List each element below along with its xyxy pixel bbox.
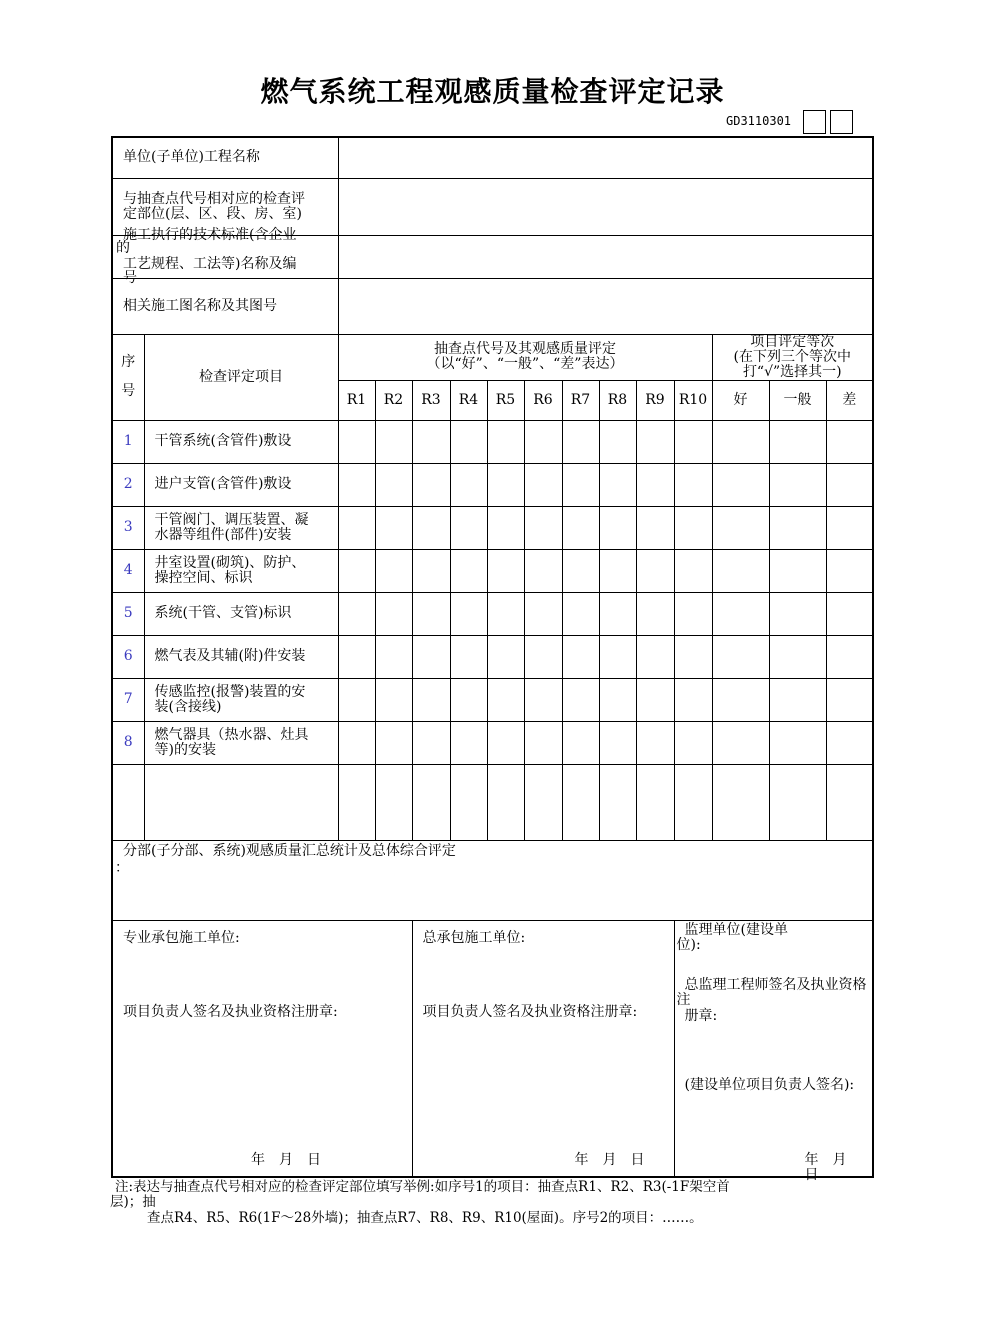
grade-cell-3[interactable] bbox=[826, 506, 873, 549]
rating-cell-r7[interactable] bbox=[562, 635, 599, 678]
table-row bbox=[112, 592, 873, 635]
grade-cell-1[interactable] bbox=[712, 721, 769, 764]
grade-cell-3[interactable] bbox=[826, 420, 873, 463]
point-header-7: R7 bbox=[562, 380, 599, 420]
grade-cell-2[interactable] bbox=[769, 721, 826, 764]
point-header-8: R8 bbox=[599, 380, 636, 420]
general-contractor-block[interactable] bbox=[412, 920, 674, 1177]
rating-cell-r9[interactable] bbox=[636, 549, 674, 592]
supervisor-sign-line2: 注 bbox=[676, 991, 691, 1008]
blank-r3[interactable] bbox=[412, 764, 450, 840]
rating-cell-r10[interactable] bbox=[674, 506, 712, 549]
blank-poor[interactable] bbox=[826, 764, 873, 840]
code-box-2[interactable] bbox=[830, 110, 853, 134]
rating-cell-r1[interactable] bbox=[338, 420, 375, 463]
summary-label: 分部(子分部、系统)观感质量汇总统计及总体综合评定 bbox=[123, 842, 456, 859]
spot-check-header: 抽查点代号及其观感质量评定 （以“好”、“一般”、“差”表达） bbox=[338, 334, 712, 380]
grade-cell-3[interactable] bbox=[826, 721, 873, 764]
item-number: 6 bbox=[112, 635, 144, 678]
rating-cell-r10[interactable] bbox=[674, 592, 712, 635]
footnote: 注:表达与抽查点代号相对应的检查评定部位填写举例:如序号1的项目：抽查点R1、R2、R3(-1F架空首 层)；抽 查点R4、R5、R6(1F～28外墙)；抽查点R7、R8、R9、R10(屋面)。序号2的项目：……。 bbox=[110, 1179, 730, 1226]
blank-r1[interactable] bbox=[338, 764, 375, 840]
sub-contractor-block[interactable] bbox=[112, 920, 412, 1177]
rating-cell-r4[interactable] bbox=[450, 463, 487, 506]
supervisor-label: 监理单位(建设单 位): bbox=[676, 921, 788, 953]
general-date: 年 月 日 bbox=[574, 1151, 645, 1168]
supervisor-sign-line3: 册章: bbox=[684, 1007, 718, 1024]
grade-cell-1[interactable] bbox=[712, 549, 769, 592]
grade-cell-1[interactable] bbox=[712, 420, 769, 463]
rating-cell-r3[interactable] bbox=[412, 463, 450, 506]
item-label: 燃气表及其辅(附)件安装 bbox=[144, 635, 338, 678]
sub-date: 年 月 日 bbox=[251, 1151, 321, 1168]
rating-cell-r8[interactable] bbox=[599, 506, 636, 549]
table-row bbox=[112, 420, 873, 463]
form-code: GD3110301 bbox=[726, 114, 792, 128]
rating-cell-r10[interactable] bbox=[674, 721, 712, 764]
grade-header-2: 一般 bbox=[769, 380, 826, 420]
table-row bbox=[112, 463, 873, 506]
item-number: 2 bbox=[112, 463, 144, 506]
owner-sign-label: (建设单位项目负责人签名): bbox=[684, 1076, 855, 1093]
point-header-2: R2 bbox=[375, 380, 412, 420]
check-location-label: 与抽查点代号相对应的检查评 定部位(层、区、段、房、室) bbox=[112, 178, 338, 235]
rating-cell-r7[interactable] bbox=[562, 592, 599, 635]
supervisor-sign-line1: 总监理工程师签名及执业资格 bbox=[684, 976, 867, 993]
rating-cell-r6[interactable] bbox=[524, 506, 562, 549]
rating-cell-r1[interactable] bbox=[338, 678, 375, 721]
rating-cell-r3[interactable] bbox=[412, 592, 450, 635]
point-header-6: R6 bbox=[524, 380, 562, 420]
grade-cell-2[interactable] bbox=[769, 678, 826, 721]
grade-cell-2[interactable] bbox=[769, 549, 826, 592]
rating-cell-r10[interactable] bbox=[674, 549, 712, 592]
rating-cell-r5[interactable] bbox=[487, 549, 524, 592]
rating-cell-r7[interactable] bbox=[562, 549, 599, 592]
item-number: 8 bbox=[112, 721, 144, 764]
rating-cell-r8[interactable] bbox=[599, 635, 636, 678]
rating-cell-r4[interactable] bbox=[450, 420, 487, 463]
project-name-label: 单位(子单位)工程名称 bbox=[112, 137, 338, 178]
summary-cell[interactable] bbox=[112, 840, 873, 920]
item-number: 3 bbox=[112, 506, 144, 549]
inspection-table bbox=[111, 136, 874, 1183]
standard-label: 施工执行的技术标准(含企业 的 工艺规程、工法等)名称及编 号 bbox=[112, 235, 338, 278]
rating-cell-r9[interactable] bbox=[636, 506, 674, 549]
grade-cell-2[interactable] bbox=[769, 592, 826, 635]
rating-cell-r1[interactable] bbox=[338, 721, 375, 764]
blank-r9[interactable] bbox=[636, 764, 674, 840]
grade-cell-1[interactable] bbox=[712, 635, 769, 678]
rating-cell-r9[interactable] bbox=[636, 635, 674, 678]
rating-cell-r5[interactable] bbox=[487, 463, 524, 506]
item-label: 系统(干管、支管)标识 bbox=[144, 592, 338, 635]
rating-cell-r5[interactable] bbox=[487, 592, 524, 635]
rating-cell-r3[interactable] bbox=[412, 420, 450, 463]
rating-cell-r6[interactable] bbox=[524, 678, 562, 721]
grade-cell-3[interactable] bbox=[826, 678, 873, 721]
grade-header-3: 差 bbox=[826, 380, 873, 420]
rating-cell-r10[interactable] bbox=[674, 420, 712, 463]
project-name-field[interactable] bbox=[338, 137, 873, 178]
drawings-label: 相关施工图名称及其图号 bbox=[112, 278, 338, 334]
rating-cell-r5[interactable] bbox=[487, 678, 524, 721]
rating-cell-r8[interactable] bbox=[599, 463, 636, 506]
code-box-1[interactable] bbox=[803, 110, 826, 134]
grade-cell-2[interactable] bbox=[769, 635, 826, 678]
grade-cell-3[interactable] bbox=[826, 463, 873, 506]
grade-cell-1[interactable] bbox=[712, 506, 769, 549]
rating-cell-r2[interactable] bbox=[375, 549, 412, 592]
rating-cell-r4[interactable] bbox=[450, 592, 487, 635]
rating-cell-r8[interactable] bbox=[599, 420, 636, 463]
point-header-10: R10 bbox=[674, 380, 712, 420]
rating-cell-r9[interactable] bbox=[636, 463, 674, 506]
blank-r8[interactable] bbox=[599, 764, 636, 840]
rating-cell-r2[interactable] bbox=[375, 592, 412, 635]
point-header-5: R5 bbox=[487, 380, 524, 420]
rating-cell-r9[interactable] bbox=[636, 678, 674, 721]
blank-r4[interactable] bbox=[450, 764, 487, 840]
item-number: 4 bbox=[112, 549, 144, 592]
grade-cell-2[interactable] bbox=[769, 420, 826, 463]
rating-cell-r1[interactable] bbox=[338, 463, 375, 506]
rating-cell-r2[interactable] bbox=[375, 721, 412, 764]
page-title: 燃气系统工程观感质量检查评定记录 bbox=[260, 75, 725, 108]
item-number: 7 bbox=[112, 678, 144, 721]
rating-cell-r4[interactable] bbox=[450, 549, 487, 592]
grade-cell-1[interactable] bbox=[712, 592, 769, 635]
blank-item-cell[interactable] bbox=[144, 764, 338, 840]
rating-cell-r3[interactable] bbox=[412, 721, 450, 764]
supervisor-date: 年 月 日 bbox=[804, 1151, 861, 1183]
item-label: 燃气器具（热水器、灶具 等)的安装 bbox=[144, 721, 338, 764]
sub-contractor-label: 专业承包施工单位: bbox=[123, 929, 240, 946]
rating-cell-r5[interactable] bbox=[487, 420, 524, 463]
rating-cell-r3[interactable] bbox=[412, 506, 450, 549]
item-number: 1 bbox=[112, 420, 144, 463]
item-label: 进户支管(含管件)敷设 bbox=[144, 463, 338, 506]
grade-cell-3[interactable] bbox=[826, 635, 873, 678]
point-header-1: R1 bbox=[338, 380, 375, 420]
point-header-9: R9 bbox=[636, 380, 674, 420]
rating-cell-r10[interactable] bbox=[674, 463, 712, 506]
rating-cell-r8[interactable] bbox=[599, 721, 636, 764]
item-label: 干管阀门、调压装置、凝 水器等组件(部件)安装 bbox=[144, 506, 338, 549]
grade-cell-2[interactable] bbox=[769, 463, 826, 506]
blank-r7[interactable] bbox=[562, 764, 599, 840]
grade-cell-3[interactable] bbox=[826, 592, 873, 635]
rating-cell-r8[interactable] bbox=[599, 549, 636, 592]
item-number: 5 bbox=[112, 592, 144, 635]
rating-cell-r5[interactable] bbox=[487, 721, 524, 764]
rating-cell-r7[interactable] bbox=[562, 420, 599, 463]
summary-colon: ： bbox=[115, 859, 129, 876]
point-header-3: R3 bbox=[412, 380, 450, 420]
rating-cell-r1[interactable] bbox=[338, 549, 375, 592]
item-label: 干管系统(含管件)敷设 bbox=[144, 420, 338, 463]
general-sign-label: 项目负责人签名及执业资格注册章: bbox=[422, 1003, 638, 1020]
table-row bbox=[112, 506, 873, 549]
rating-cell-r2[interactable] bbox=[375, 463, 412, 506]
standard-field[interactable] bbox=[338, 235, 873, 278]
rating-cell-r2[interactable] bbox=[375, 678, 412, 721]
item-label: 传感监控(报警)装置的安 装(含接线) bbox=[144, 678, 338, 721]
rating-cell-r6[interactable] bbox=[524, 721, 562, 764]
rating-cell-r2[interactable] bbox=[375, 506, 412, 549]
rating-cell-r5[interactable] bbox=[487, 635, 524, 678]
rating-cell-r4[interactable] bbox=[450, 506, 487, 549]
item-label: 井室设置(砌筑)、防护、 操控空间、标识 bbox=[144, 549, 338, 592]
rating-cell-r1[interactable] bbox=[338, 635, 375, 678]
rating-cell-r5[interactable] bbox=[487, 506, 524, 549]
rating-cell-r10[interactable] bbox=[674, 678, 712, 721]
rating-cell-r1[interactable] bbox=[338, 592, 375, 635]
rating-cell-r7[interactable] bbox=[562, 678, 599, 721]
sub-sign-label: 项目负责人签名及执业资格注册章: bbox=[123, 1003, 338, 1020]
blank-r5[interactable] bbox=[487, 764, 524, 840]
table-row bbox=[112, 678, 873, 721]
rating-cell-r10[interactable] bbox=[674, 635, 712, 678]
table-row bbox=[112, 549, 873, 592]
seq-header: 序 号 bbox=[112, 334, 144, 420]
rating-cell-r4[interactable] bbox=[450, 721, 487, 764]
rating-cell-r3[interactable] bbox=[412, 549, 450, 592]
item-header: 检查评定项目 bbox=[144, 334, 338, 420]
check-location-field[interactable] bbox=[338, 178, 873, 235]
rating-cell-r7[interactable] bbox=[562, 721, 599, 764]
point-header-4: R4 bbox=[450, 380, 487, 420]
drawings-field[interactable] bbox=[338, 278, 873, 334]
general-contractor-label: 总承包施工单位: bbox=[422, 929, 526, 946]
rating-cell-r2[interactable] bbox=[375, 420, 412, 463]
rating-cell-r8[interactable] bbox=[599, 678, 636, 721]
grade-header: 项目评定等次 (在下列三个等次中 打“√”选择其一) bbox=[712, 334, 873, 380]
grade-header-1: 好 bbox=[712, 380, 769, 420]
rating-cell-r9[interactable] bbox=[636, 592, 674, 635]
grade-cell-1[interactable] bbox=[712, 463, 769, 506]
blank-r6[interactable] bbox=[524, 764, 562, 840]
table-row bbox=[112, 721, 873, 764]
rating-cell-r6[interactable] bbox=[524, 420, 562, 463]
rating-cell-r2[interactable] bbox=[375, 635, 412, 678]
table-row bbox=[112, 635, 873, 678]
grade-cell-1[interactable] bbox=[712, 678, 769, 721]
rating-cell-r7[interactable] bbox=[562, 506, 599, 549]
rating-cell-r7[interactable] bbox=[562, 463, 599, 506]
rating-cell-r6[interactable] bbox=[524, 592, 562, 635]
grade-cell-2[interactable] bbox=[769, 506, 826, 549]
rating-cell-r9[interactable] bbox=[636, 721, 674, 764]
rating-cell-r1[interactable] bbox=[338, 506, 375, 549]
blank-seq-cell[interactable] bbox=[112, 764, 144, 840]
blank-good[interactable] bbox=[712, 764, 769, 840]
rating-cell-r6[interactable] bbox=[524, 549, 562, 592]
rating-cell-r6[interactable] bbox=[524, 463, 562, 506]
rating-cell-r6[interactable] bbox=[524, 635, 562, 678]
rating-cell-r3[interactable] bbox=[412, 678, 450, 721]
rating-cell-r8[interactable] bbox=[599, 592, 636, 635]
rating-cell-r4[interactable] bbox=[450, 635, 487, 678]
rating-cell-r9[interactable] bbox=[636, 420, 674, 463]
supervisor-block[interactable] bbox=[674, 920, 873, 1183]
blank-r2[interactable] bbox=[375, 764, 412, 840]
blank-r10[interactable] bbox=[674, 764, 712, 840]
rating-cell-r4[interactable] bbox=[450, 678, 487, 721]
rating-cell-r3[interactable] bbox=[412, 635, 450, 678]
grade-cell-3[interactable] bbox=[826, 549, 873, 592]
blank-fair[interactable] bbox=[769, 764, 826, 840]
